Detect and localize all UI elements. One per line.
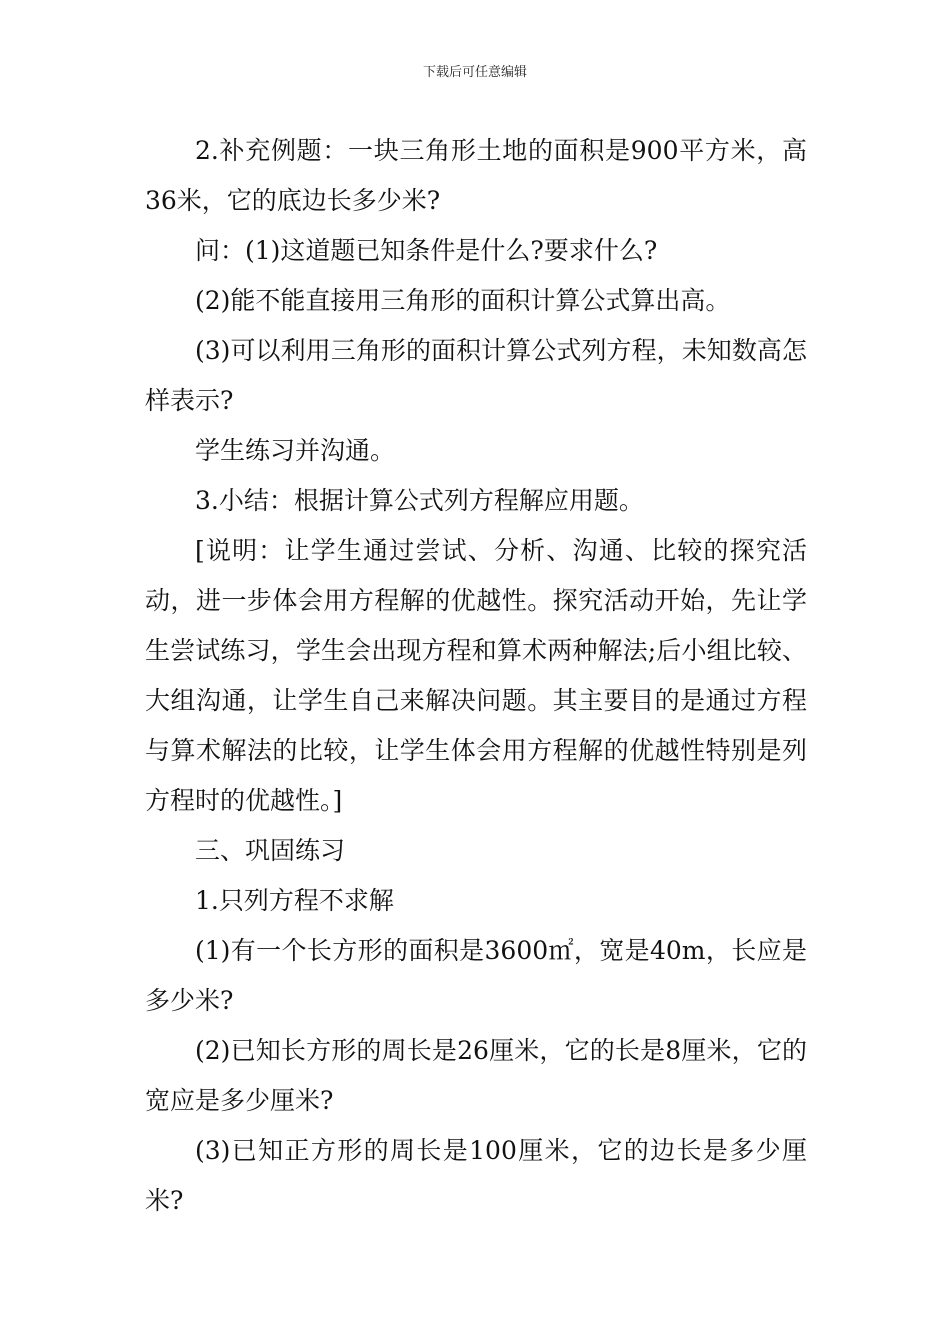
paragraph-exercise-3: (3)已知正方形的周长是100厘米，它的边长是多少厘米? — [145, 1136, 807, 1215]
paragraph-exercise-2: (2)已知长方形的周长是26厘米，它的长是8厘米，它的宽应是多少厘米? — [145, 1036, 807, 1115]
section-heading-practice: 三、巩固练习 — [195, 836, 346, 865]
paragraph-explanation: [说明：让学生通过尝试、分析、沟通、比较的探究活动，进一步体会用方程解的优越性。探究活动开始，先让学生尝试练习，学生会出现方程和算术两种解法;后小组比较、大组沟通，让学生自己来解决问题。其主要目的是通过方程与算术解法的比较，让学生体会用方程解的优越性特别是列方程时的优越性。] — [145, 536, 807, 815]
paragraph-student-practice: 学生练习并沟通。 — [195, 436, 396, 465]
paragraph-exercise-intro: 1.只列方程不求解 — [195, 886, 394, 915]
paragraph-exercise-1: (1)有一个长方形的面积是3600㎡，宽是40m，长应是多少米? — [145, 936, 807, 1015]
page-header: 下载后可任意编辑 — [422, 65, 527, 80]
paragraph-summary: 3.小结：根据计算公式列方程解应用题。 — [195, 486, 644, 515]
document-body — [145, 126, 807, 1226]
paragraph-example-problem: 2.补充例题：一块三角形土地的面积是900平方米，高36米，它的底边长多少米? — [145, 136, 807, 215]
paragraph-question-2: (2)能不能直接用三角形的面积计算公式算出高。 — [195, 286, 731, 315]
paragraph-question-1: 问：(1)这道题已知条件是什么?要求什么? — [195, 236, 658, 265]
paragraph-question-3: (3)可以利用三角形的面积计算公式列方程，未知数高怎样表示? — [145, 336, 807, 415]
